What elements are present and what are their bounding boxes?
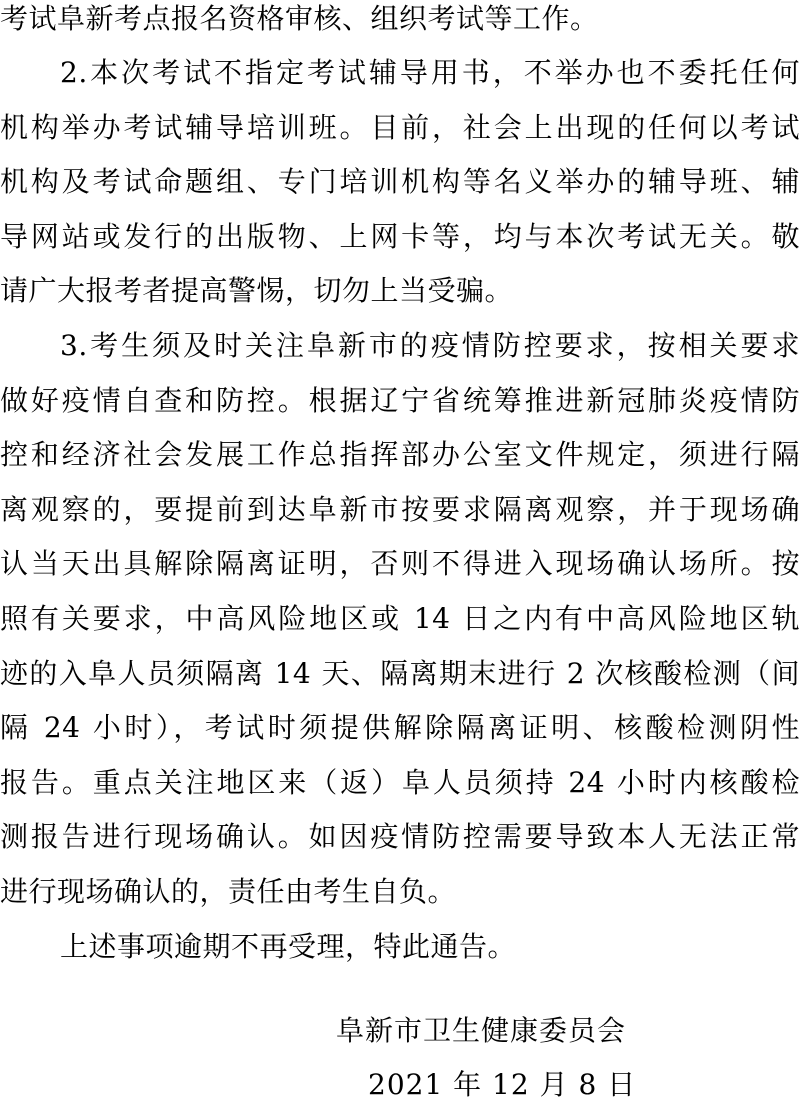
signature-organization: 阜新市卫生健康委员会 — [336, 1014, 627, 1047]
signature-date: 2021 年 12 月 8 日 — [368, 1068, 637, 1101]
text-line: 控和经济社会发展工作总指挥部办公室文件规定，须进行隔 — [0, 438, 800, 472]
paragraph-1 — [0, 0, 800, 47]
text-line: 离观察的，要提前到达阜新市按要求隔离观察，并于现场确 — [0, 492, 800, 526]
text-line: 报告。重点关注地区来（返）阜人员须持 24 小时内核酸检 — [0, 765, 800, 799]
text-line: 考试阜新考点报名资格审核、组织考试等工作。 — [0, 2, 599, 35]
text-line: 测报告进行现场确认。如因疫情防控需要导致本人无法正常 — [0, 820, 800, 854]
text-line: 3.考生须及时关注阜新市的疫情防控要求，按相关要求 — [60, 329, 800, 362]
text-line: 认当天出具解除隔离证明，否则不得进入现场确认场所。按 — [0, 547, 800, 581]
text-line: 机构举办考试辅导培训班。目前，社会上出现的任何以考试 — [0, 110, 800, 144]
text-line: 做好疫情自查和防控。根据辽宁省统筹推进新冠肺炎疫情防 — [0, 383, 800, 417]
paragraph-3 — [0, 319, 800, 920]
text-line: 进行现场确认的，责任由考生自负。 — [0, 874, 457, 908]
text-line: 机构及考试命题组、专门培训机构等名义举办的辅导班、辅 — [0, 165, 800, 199]
text-line: 导网站或发行的出版物、上网卡等，均与本次考试无关。敬 — [0, 219, 800, 253]
text-line: 迹的入阜人员须隔离 14 天、隔离期末进行 2 次核酸检测（间 — [0, 656, 800, 690]
text-line: 2.本次考试不指定考试辅导用书，不举办也不委托任何 — [60, 56, 800, 89]
text-line: 请广大报考者提高警惕，切勿上当受骗。 — [0, 274, 514, 308]
paragraph-2 — [0, 46, 800, 319]
text-line: 上述事项逾期不再受理，特此通告。 — [60, 930, 517, 963]
paragraph-4 — [0, 920, 800, 975]
text-line: 照有关要求，中高风险地区或 14 日之内有中高风险地区轨 — [0, 601, 800, 635]
text-line: 隔 24 小时），考试时须提供解除隔离证明、核酸检测阴性 — [0, 711, 800, 745]
